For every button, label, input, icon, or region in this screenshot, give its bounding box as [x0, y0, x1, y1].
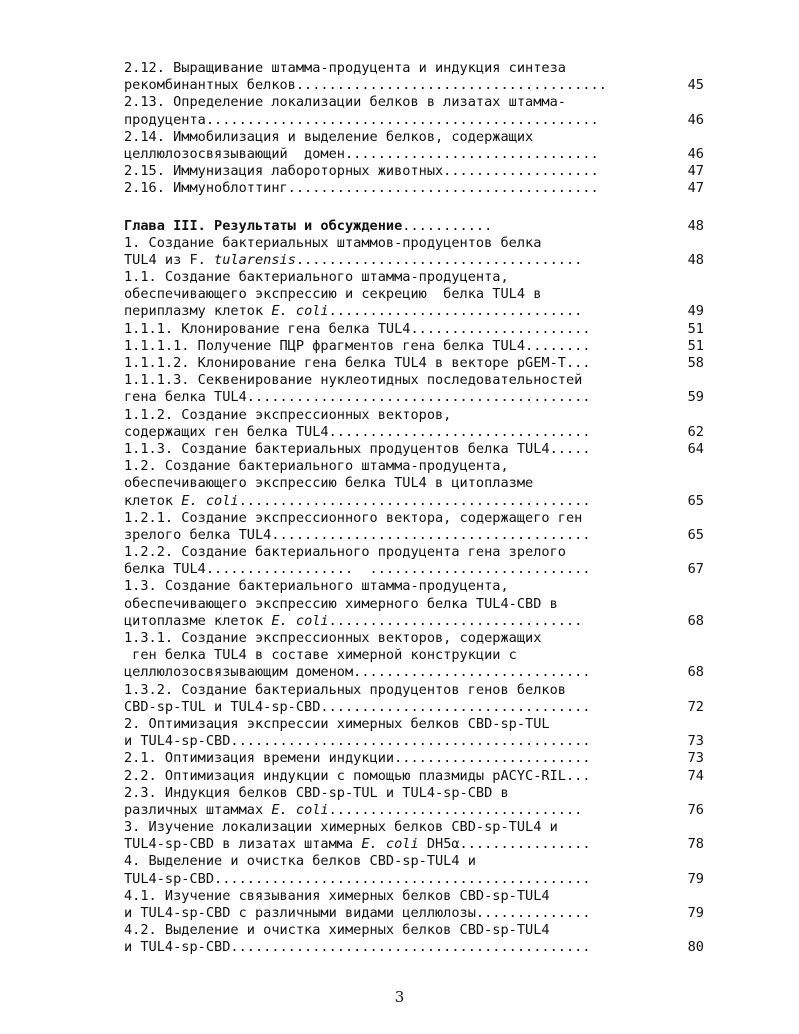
toc-entry-line [124, 355, 668, 372]
toc-entry-text: 1.2.1. Создание экспрессионного вектора, содержащего ген [124, 509, 583, 526]
toc-entry [124, 544, 704, 578]
toc-entry-text: 1.1.3. Создание бактериальных продуцентов белка TUL4..... [124, 440, 591, 457]
toc-entry-line [124, 527, 668, 544]
toc-entry-text: 2.15. Иммунизация лабороторных животных................... [124, 163, 599, 180]
toc-entry [124, 60, 704, 94]
toc-entry-line [124, 303, 668, 320]
toc-entry-text: 1.3.2. Создание бактериальных продуцентов генов белков [124, 681, 566, 698]
chapter-title: Глава III. Результаты и обсуждение [124, 217, 403, 234]
toc-entry-text: различных штаммах [124, 801, 272, 818]
toc-entry-text: 1.1.2. Создание экспрессионных векторов, [124, 406, 452, 423]
toc-entry-line [124, 60, 668, 77]
toc-entry [124, 682, 704, 716]
toc-entry-text: CBD-sp-TUL и TUL4-sp-CBD................................. [124, 698, 591, 715]
species-name: E. coli [271, 612, 329, 629]
toc-entry-text: TUL4 из F. [124, 251, 215, 268]
toc-entry [124, 441, 704, 458]
toc-entry-text: 4. Выделение и очистка белков CBD-sp-TUL4 и [124, 853, 476, 870]
toc-page-number: 65 [687, 492, 704, 509]
toc-entry-line [124, 630, 668, 647]
toc-entry-text: обеспечивающего экспрессию белка TUL4 в цитоплазме [124, 475, 534, 492]
toc-entry-line [124, 647, 668, 664]
toc-entry-text: 1.2.2. Создание бактериального продуцента гена зрелого [124, 544, 566, 561]
species-name: E. coli [181, 492, 239, 509]
toc-entry [124, 269, 704, 321]
toc-entry [124, 819, 704, 853]
toc-entry-line [124, 544, 668, 561]
toc-entry [124, 218, 704, 235]
toc-page-number: 67 [687, 561, 704, 578]
toc-entry-text: 3. Изучение локализации химерных белков CBD-sp-TUL4 и [124, 819, 558, 836]
toc-entry [124, 578, 704, 630]
toc-entry-line [124, 372, 668, 389]
toc-entry [124, 407, 704, 441]
toc-entry-line [124, 802, 668, 819]
toc-entry-line [124, 716, 668, 733]
toc-entry-line [124, 905, 668, 922]
toc-entry-text: цитоплазме клеток [124, 612, 272, 629]
toc-page-number: 76 [687, 801, 704, 818]
toc-entry-line [124, 888, 668, 905]
toc-entry-line [124, 286, 668, 303]
toc-entry-line [124, 578, 668, 595]
toc-entry-line [124, 475, 668, 492]
toc-entry-text: обеспечивающего экспрессию и секрецию белка TUL4 в [124, 286, 542, 303]
chapter-dots: ........... [402, 217, 493, 234]
toc-entry [124, 716, 704, 750]
toc-page-number: 73 [687, 750, 704, 767]
toc-entry-text: и TUL4-sp-CBD............................................ [124, 939, 591, 956]
toc-entry-line [124, 733, 668, 750]
toc-entry-text: 1.1. Создание бактериального штамма-продуцента, [124, 269, 509, 286]
toc-entry [124, 630, 704, 682]
toc-page-number: 80 [687, 939, 704, 956]
toc-entry-line [124, 493, 668, 510]
toc-entry-text: целлюлозосвязывающим доменом............................. [124, 664, 591, 681]
toc-page-number: 46 [687, 145, 704, 162]
toc-entry [124, 163, 704, 180]
toc-entry-line [124, 338, 668, 355]
toc-entry-text: 1.1.1.1. Получение ПЦР фрагментов гена белка TUL4........ [124, 337, 591, 354]
toc-entry [124, 321, 704, 338]
toc-entry-text: 2.12. Выращивание штамма-продуцента и индукция синтеза [124, 60, 566, 76]
toc-entry-line [124, 77, 668, 94]
toc-page-number: 47 [687, 180, 704, 197]
toc-entry-text: ................................... [295, 251, 583, 268]
toc-page-number: 65 [687, 526, 704, 543]
toc-entry-line [124, 853, 668, 870]
toc-entry-text: белка TUL4.................. ........................... [124, 561, 591, 578]
toc-entry [124, 372, 704, 406]
toc-entry [124, 750, 704, 767]
toc-entry-line [124, 819, 668, 836]
toc-entry-line [124, 389, 668, 406]
toc-entry-line [124, 441, 668, 458]
toc-entry-line [124, 510, 668, 527]
toc-entry-line [124, 699, 668, 716]
spacer [124, 198, 704, 218]
toc-page-number: 47 [687, 163, 704, 180]
toc-entry-text: ............................... [328, 612, 583, 629]
toc-entry-text: TUL4-sp-CBD.............................................. [124, 870, 591, 887]
toc-page-number: 45 [687, 77, 704, 94]
toc-entry [124, 853, 704, 887]
toc-page-number: 51 [687, 337, 704, 354]
toc-entry-text: периплазму клеток [124, 303, 272, 320]
toc-entry-text: гена белка TUL4.......................................... [124, 389, 591, 406]
page-number: 3 [394, 988, 405, 1006]
toc-page-number: 79 [687, 905, 704, 921]
toc-entry-text: 1.3. Создание бактериального штамма-продуцента, [124, 578, 509, 595]
toc-entry [124, 338, 704, 355]
toc-page-number: 68 [687, 664, 704, 681]
toc-entry-text: 1.2. Создание бактериального штамма-продуцента, [124, 458, 509, 475]
toc-entry-text: обеспечивающего экспрессию химерного белка TUL4-CBD в [124, 595, 558, 612]
toc-page-number: 64 [687, 440, 704, 457]
toc-entry-line [124, 146, 668, 163]
toc-page-number: 68 [687, 612, 704, 629]
toc-entry-text: клеток [124, 492, 182, 509]
toc-page-number: 46 [687, 111, 704, 128]
toc-entry-line [124, 94, 668, 111]
toc-page-number: 72 [687, 698, 704, 715]
toc-entry-text: 1.1.1.3. Секвенирование нуклеотидных последовательностей [124, 372, 583, 389]
toc-entry-line [124, 664, 668, 681]
toc-entry-line [124, 163, 668, 180]
toc-entry-text: 1.1.1. Клонирование гена белка TUL4...................... [124, 320, 591, 337]
toc-entry [124, 785, 704, 819]
toc-entry-text: зрелого белка TUL4....................................... [124, 526, 591, 543]
toc-entry [124, 888, 704, 922]
species-name: E. coli [271, 801, 329, 818]
toc-entry-text: и TUL4-sp-CBD с различными видами целлюлозы.............. [124, 905, 591, 921]
toc-entry-text: целлюлозосвязывающий домен............................... [124, 145, 599, 162]
toc-entry-text: содержащих ген белка TUL4................................ [124, 423, 591, 440]
toc-entry-line [124, 180, 668, 197]
toc-page-number: 62 [687, 423, 704, 440]
toc-page-number: 58 [687, 355, 704, 371]
toc-entry [124, 768, 704, 785]
toc-page-number: 74 [687, 767, 704, 784]
toc-entry [124, 458, 704, 510]
species-name: E. coli [271, 303, 329, 320]
toc-entry-line [124, 424, 668, 441]
toc-entry-text: 1.3.1. Создание экспрессионных векторов, содержащих [124, 630, 542, 646]
toc-page-number: 73 [687, 733, 704, 750]
toc-entry-line [124, 613, 668, 630]
toc-entry-text: 2. Оптимизация экспрессии химерных белков CBD-sp-TUL [124, 715, 550, 732]
toc-entry-text: 4.1. Изучение связывания химерных белков CBD-sp-TUL4 [124, 887, 550, 904]
toc-entry-text: продуцента................................................ [124, 111, 599, 128]
toc-entry-line [124, 269, 668, 286]
toc-entry [124, 235, 704, 269]
toc-page-number: 48 [687, 251, 704, 268]
species-name: E. coli [361, 836, 419, 853]
toc-entry-text: DH5α................ [418, 836, 591, 853]
toc-entry-line [124, 235, 668, 252]
toc-entry-line [124, 871, 668, 888]
toc-entry-text: 2.13. Определение локализации белков в лизатах штамма- [124, 94, 566, 111]
toc-entry-line [124, 768, 668, 785]
toc-page-number: 79 [687, 870, 704, 887]
species-name: tularensis [214, 251, 296, 268]
toc-entry-text: рекомбинантных белков...................................... [124, 77, 607, 94]
toc-entry-line [124, 939, 668, 956]
toc-entry-line [124, 785, 668, 802]
toc-entry-text: 2.16. Иммуноблоттинг...................................... [124, 180, 599, 197]
toc-entry-text: 1.1.1.2. Клонирование гена белка TUL4 в векторе pGEM-T... [124, 355, 591, 371]
toc-entry-text: 4.2. Выделение и очистка химерных белков CBD-sp-TUL4 [124, 922, 550, 939]
toc-entry-text: 2.2. Оптимизация индукции с помощью плазмиды pACYC-RIL... [124, 767, 591, 784]
chapter-heading [124, 218, 668, 235]
toc-entry-line [124, 596, 668, 613]
toc-entry [124, 129, 704, 163]
toc-entry-text: 1. Создание бактериальных штаммов-продуцентов белка [124, 234, 542, 251]
table-of-contents [124, 60, 704, 957]
toc-page-number: 59 [687, 389, 704, 406]
toc-entry-line [124, 682, 668, 699]
toc-entry-line [124, 252, 668, 269]
toc-entry-text: ген белка TUL4 в составе химерной конструкции с [124, 647, 517, 664]
toc-entry-line [124, 458, 668, 475]
toc-page-number: 48 [687, 217, 704, 234]
toc-entry [124, 510, 704, 544]
toc-entry-text: ............................... [328, 801, 583, 818]
toc-entry-line [124, 129, 668, 146]
toc-page-number: 51 [687, 320, 704, 337]
toc-page-number: 78 [687, 836, 704, 853]
toc-entry-text: и TUL4-sp-CBD............................................ [124, 733, 591, 750]
toc-entry-text: ............................... [328, 303, 583, 320]
toc-entry-text: 2.1. Оптимизация времени индукции........................ [124, 750, 591, 767]
toc-entry-text: TUL4-sp-CBD в лизатах штамма [124, 836, 362, 853]
toc-entry-line [124, 922, 668, 939]
toc-entry-line [124, 561, 668, 578]
toc-entry-line [124, 407, 668, 424]
toc-entry [124, 922, 704, 956]
toc-entry-text: 2.3. Индукция белков CBD-sp-TUL и TUL4-sp-CBD в [124, 784, 509, 801]
toc-entry-line [124, 321, 668, 338]
toc-entry [124, 355, 704, 372]
toc-entry [124, 94, 704, 128]
toc-page-number: 49 [687, 303, 704, 320]
toc-entry-line [124, 836, 668, 853]
toc-entry-text: 2.14. Иммобилизация и выделение белков, содержащих [124, 128, 534, 145]
toc-entry-line [124, 750, 668, 767]
toc-entry [124, 180, 704, 197]
toc-entry-text: ........................................... [238, 492, 591, 509]
toc-entry-line [124, 112, 668, 129]
